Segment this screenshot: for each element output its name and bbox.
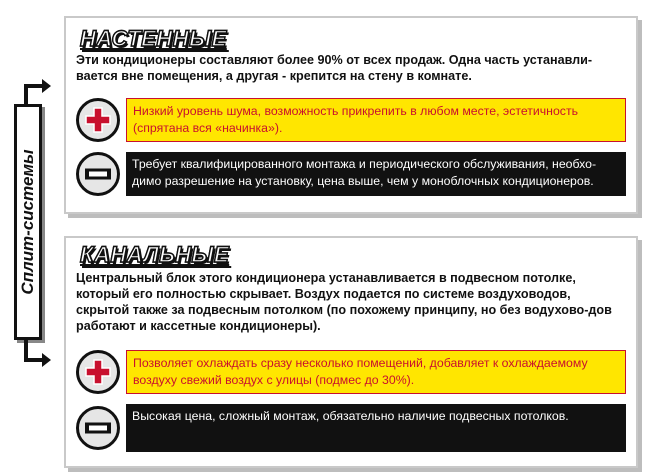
minus-icon — [85, 423, 111, 434]
section-ducted — [64, 236, 638, 468]
minus-icon — [85, 169, 111, 180]
section-wall-mounted — [64, 16, 638, 214]
arrow-top-icon — [42, 79, 51, 93]
plus-cross-icon — [85, 107, 111, 133]
arrow-bottom-icon — [42, 353, 51, 367]
plus-cross-icon — [85, 359, 111, 385]
cons-text: Требует квалифицированного монтажа и периодического обслуживания, необхо-димо разрешение на установку, цена выше, чем у моноблочных кондиционеров. — [126, 152, 626, 196]
pros-row — [76, 98, 626, 142]
pros-text: Низкий уровень шума, возможность прикрепить в любом месте, эстетичность (спрятана вся «начинка»). — [126, 98, 626, 142]
cons-text: Высокая цена, сложный монтаж, обязательно наличие подвесных потолков. — [126, 404, 626, 452]
section-heading: НАСТЕННЫЕ — [80, 26, 227, 51]
sidebar-label-box — [14, 104, 42, 340]
sidebar-label: Сплит-системы — [18, 149, 37, 295]
connector-top-horizontal — [24, 84, 44, 88]
cons-row — [76, 152, 626, 196]
section-description: Эти кондиционеры составляют более 90% от всех продаж. Одна часть устанавли-вается вне помещения, а другая - крепится на стену в комнате. — [76, 53, 593, 83]
plus-badge — [76, 98, 120, 142]
minus-badge — [76, 406, 120, 450]
pros-row — [76, 350, 626, 394]
minus-badge — [76, 152, 120, 196]
connector-bottom-horizontal — [24, 358, 44, 362]
cons-row — [76, 404, 626, 452]
section-heading: КАНАЛЬНЫЕ — [80, 242, 230, 267]
plus-badge — [76, 350, 120, 394]
section-description: Центральный блок этого кондиционера устанавливается в подвесном потолке, который его полностью скрывает. Воздух подается по системе воздуховодов, скрытой также за подвесным потолком (по похожему принципу, но без водухово-дов работают и кассетные кондиционеры). — [76, 271, 612, 333]
pros-text: Позволяет охлаждать сразу несколько помещений, добавляет к охлаждаемому воздуху свежий воздух с улицы (подмес до 30%). — [126, 350, 626, 394]
